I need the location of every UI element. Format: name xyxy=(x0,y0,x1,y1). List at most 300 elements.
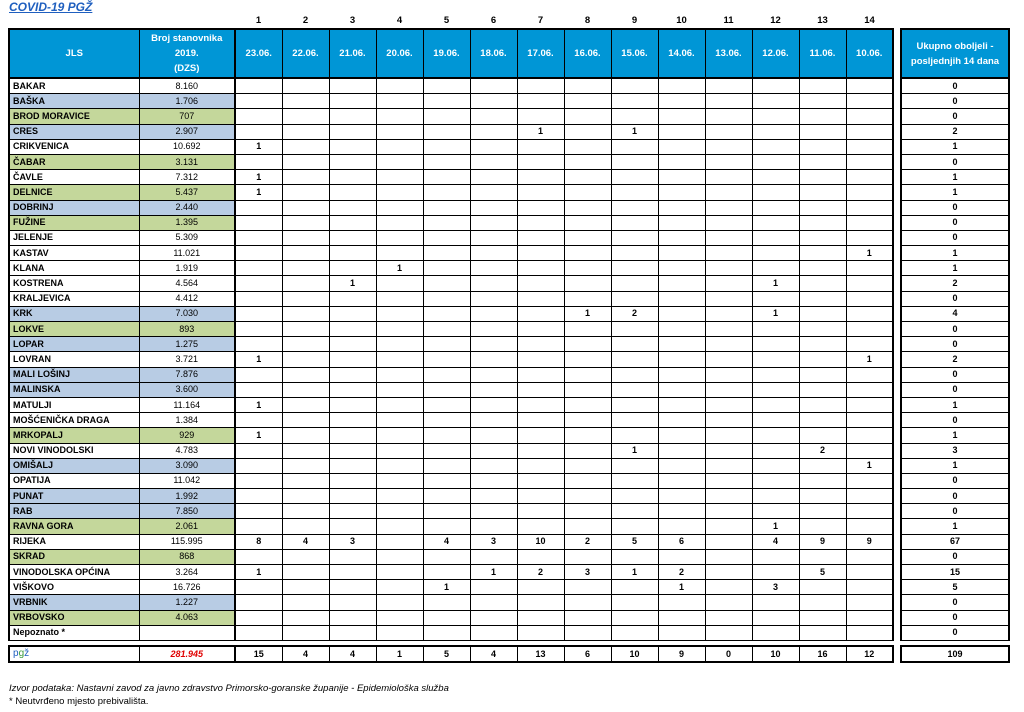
daily-cases-cell xyxy=(564,139,611,154)
daily-cases-cell xyxy=(658,78,705,94)
municipality-name: RAVNA GORA xyxy=(9,519,139,534)
daily-cases-cell xyxy=(799,246,846,261)
daily-cases-cell: 1 xyxy=(235,352,282,367)
daily-cases-cell xyxy=(329,458,376,473)
daily-cases-cell xyxy=(564,170,611,185)
daily-cases-cell xyxy=(282,109,329,124)
table-row xyxy=(9,367,1009,382)
daily-total-cell: 10 xyxy=(752,646,799,662)
daily-cases-cell xyxy=(470,458,517,473)
daily-cases-cell: 9 xyxy=(799,534,846,549)
daily-cases-cell xyxy=(752,94,799,109)
daily-cases-cell xyxy=(235,124,282,139)
column-number: 14 xyxy=(864,15,875,26)
daily-cases-cell xyxy=(705,549,752,564)
daily-cases-cell xyxy=(470,489,517,504)
daily-cases-cell xyxy=(517,413,564,428)
table-row xyxy=(9,428,1009,443)
table-row xyxy=(9,94,1009,109)
daily-cases-cell xyxy=(564,230,611,245)
daily-cases-cell xyxy=(470,230,517,245)
daily-cases-cell xyxy=(752,215,799,230)
daily-cases-cell xyxy=(376,94,423,109)
daily-cases-cell xyxy=(423,565,470,580)
daily-cases-cell xyxy=(611,595,658,610)
daily-cases-cell xyxy=(705,337,752,352)
table-row xyxy=(9,109,1009,124)
daily-cases-cell xyxy=(423,94,470,109)
daily-cases-cell xyxy=(376,306,423,321)
daily-cases-cell xyxy=(376,413,423,428)
table-row xyxy=(9,397,1009,412)
daily-cases-cell xyxy=(752,610,799,625)
daily-cases-cell xyxy=(846,595,893,610)
table-row xyxy=(9,276,1009,291)
daily-cases-cell xyxy=(423,261,470,276)
daily-cases-cell xyxy=(658,124,705,139)
population-value: 1.275 xyxy=(139,337,235,352)
daily-cases-cell xyxy=(517,185,564,200)
daily-cases-cell: 1 xyxy=(329,276,376,291)
daily-cases-cell: 1 xyxy=(752,276,799,291)
header-date: 12.06. xyxy=(752,29,799,78)
daily-cases-cell xyxy=(470,124,517,139)
table-row xyxy=(9,504,1009,519)
population-value: 10.692 xyxy=(139,139,235,154)
daily-cases-cell xyxy=(423,428,470,443)
daily-cases-cell xyxy=(329,337,376,352)
daily-cases-cell xyxy=(658,139,705,154)
daily-cases-cell xyxy=(846,397,893,412)
daily-cases-cell xyxy=(517,595,564,610)
daily-cases-cell xyxy=(470,78,517,94)
daily-cases-cell xyxy=(517,246,564,261)
daily-cases-cell xyxy=(329,610,376,625)
daily-cases-cell xyxy=(846,170,893,185)
daily-cases-cell xyxy=(564,276,611,291)
total-14-days-cell: 1 xyxy=(901,458,1009,473)
daily-cases-cell xyxy=(282,610,329,625)
daily-cases-cell xyxy=(846,291,893,306)
daily-cases-cell xyxy=(611,78,658,94)
population-value: 7.312 xyxy=(139,170,235,185)
table-row xyxy=(9,352,1009,367)
table-row xyxy=(9,230,1009,245)
daily-cases-cell xyxy=(470,200,517,215)
municipality-name: MATULJI xyxy=(9,397,139,412)
daily-cases-cell xyxy=(564,610,611,625)
daily-cases-cell xyxy=(564,489,611,504)
daily-cases-cell xyxy=(235,473,282,488)
daily-cases-cell xyxy=(799,382,846,397)
total-14-days-cell: 1 xyxy=(901,519,1009,534)
daily-cases-cell xyxy=(846,382,893,397)
population-value: 11.021 xyxy=(139,246,235,261)
daily-cases-cell xyxy=(658,291,705,306)
daily-cases-cell xyxy=(235,595,282,610)
daily-cases-cell xyxy=(752,291,799,306)
header-date: 20.06. xyxy=(376,29,423,78)
daily-cases-cell xyxy=(282,367,329,382)
daily-cases-cell xyxy=(282,230,329,245)
daily-cases-cell xyxy=(376,337,423,352)
header-date: 10.06. xyxy=(846,29,893,78)
daily-cases-cell xyxy=(705,610,752,625)
daily-cases-cell xyxy=(423,322,470,337)
daily-cases-cell xyxy=(376,246,423,261)
daily-cases-cell xyxy=(705,109,752,124)
daily-cases-cell xyxy=(611,610,658,625)
population-value: 7.876 xyxy=(139,367,235,382)
daily-cases-cell xyxy=(423,443,470,458)
daily-cases-cell: 1 xyxy=(470,565,517,580)
daily-cases-cell xyxy=(423,413,470,428)
daily-cases-cell xyxy=(799,337,846,352)
total-14-days-cell: 67 xyxy=(901,534,1009,549)
daily-cases-cell xyxy=(235,109,282,124)
daily-cases-cell xyxy=(658,170,705,185)
header-date: 17.06. xyxy=(517,29,564,78)
daily-cases-cell xyxy=(423,519,470,534)
daily-cases-cell xyxy=(752,625,799,640)
daily-cases-cell xyxy=(705,261,752,276)
pgz-logo-z: ž xyxy=(24,648,30,660)
population-value: 707 xyxy=(139,109,235,124)
daily-cases-cell: 4 xyxy=(423,534,470,549)
population-value: 893 xyxy=(139,322,235,337)
daily-cases-cell xyxy=(329,78,376,94)
daily-cases-cell xyxy=(658,154,705,169)
daily-cases-cell xyxy=(329,504,376,519)
table-row xyxy=(9,124,1009,139)
daily-cases-cell: 8 xyxy=(235,534,282,549)
daily-cases-cell xyxy=(329,367,376,382)
municipality-name: ČAVLE xyxy=(9,170,139,185)
column-number: 11 xyxy=(723,15,734,26)
daily-cases-cell xyxy=(658,549,705,564)
daily-cases-cell xyxy=(517,473,564,488)
total-14-days-cell: 0 xyxy=(901,595,1009,610)
daily-cases-cell xyxy=(517,109,564,124)
daily-cases-cell: 1 xyxy=(752,519,799,534)
daily-cases-cell xyxy=(752,139,799,154)
daily-cases-cell xyxy=(564,337,611,352)
daily-cases-cell xyxy=(611,246,658,261)
daily-cases-cell xyxy=(282,473,329,488)
table-row xyxy=(9,261,1009,276)
page-title: COVID-19 PGŽ xyxy=(9,0,93,14)
daily-cases-cell xyxy=(799,94,846,109)
daily-cases-cell xyxy=(564,261,611,276)
daily-cases-cell xyxy=(752,489,799,504)
daily-cases-cell xyxy=(846,473,893,488)
municipality-name: OMIŠALJ xyxy=(9,458,139,473)
daily-cases-cell xyxy=(282,352,329,367)
daily-total-cell: 5 xyxy=(423,646,470,662)
total-14-days-cell: 2 xyxy=(901,352,1009,367)
daily-cases-cell xyxy=(282,261,329,276)
daily-cases-cell xyxy=(705,306,752,321)
daily-cases-cell xyxy=(329,443,376,458)
municipality-name: OPATIJA xyxy=(9,473,139,488)
population-value: 4.783 xyxy=(139,443,235,458)
daily-cases-cell xyxy=(470,473,517,488)
daily-cases-cell xyxy=(376,382,423,397)
daily-cases-cell xyxy=(752,565,799,580)
daily-cases-cell xyxy=(423,352,470,367)
daily-cases-cell xyxy=(235,458,282,473)
daily-cases-cell xyxy=(658,504,705,519)
municipality-name: LOVRAN xyxy=(9,352,139,367)
population-value: 868 xyxy=(139,549,235,564)
daily-cases-cell xyxy=(470,139,517,154)
daily-cases-cell xyxy=(470,352,517,367)
daily-cases-cell xyxy=(376,322,423,337)
daily-cases-cell xyxy=(705,200,752,215)
total-14-days-cell: 1 xyxy=(901,397,1009,412)
municipality-name: DOBRINJ xyxy=(9,200,139,215)
daily-cases-cell xyxy=(423,215,470,230)
population-value: 1.706 xyxy=(139,94,235,109)
daily-cases-cell xyxy=(423,504,470,519)
population-value: 929 xyxy=(139,428,235,443)
daily-cases-cell xyxy=(611,291,658,306)
daily-cases-cell xyxy=(658,473,705,488)
daily-cases-cell xyxy=(752,428,799,443)
column-number: 3 xyxy=(349,15,356,26)
daily-cases-cell xyxy=(611,109,658,124)
daily-cases-cell xyxy=(282,565,329,580)
table-row xyxy=(9,215,1009,230)
daily-cases-cell xyxy=(423,549,470,564)
daily-cases-cell xyxy=(376,565,423,580)
daily-cases-cell xyxy=(799,367,846,382)
daily-cases-cell xyxy=(658,367,705,382)
daily-cases-cell: 1 xyxy=(235,170,282,185)
daily-cases-cell xyxy=(470,306,517,321)
daily-cases-cell xyxy=(517,230,564,245)
daily-cases-cell xyxy=(752,170,799,185)
daily-cases-cell xyxy=(235,306,282,321)
daily-cases-cell xyxy=(517,291,564,306)
daily-cases-cell xyxy=(329,170,376,185)
daily-cases-cell xyxy=(423,276,470,291)
daily-cases-cell xyxy=(423,185,470,200)
population-value: 3.131 xyxy=(139,154,235,169)
daily-cases-cell xyxy=(705,291,752,306)
daily-cases-cell xyxy=(658,230,705,245)
daily-cases-cell xyxy=(705,413,752,428)
daily-cases-cell xyxy=(282,504,329,519)
municipality-name: ČABAR xyxy=(9,154,139,169)
daily-cases-cell: 1 xyxy=(752,306,799,321)
daily-cases-cell xyxy=(564,367,611,382)
daily-cases-cell xyxy=(329,397,376,412)
daily-cases-cell xyxy=(658,352,705,367)
daily-cases-cell xyxy=(376,124,423,139)
daily-cases-cell xyxy=(705,382,752,397)
header-total-line1: Ukupno oboljeli - xyxy=(916,40,994,52)
population-value: 115.995 xyxy=(139,534,235,549)
daily-cases-cell xyxy=(799,625,846,640)
daily-cases-cell: 1 xyxy=(235,428,282,443)
column-number: 8 xyxy=(584,15,591,26)
total-14-days-cell: 5 xyxy=(901,580,1009,595)
daily-cases-cell xyxy=(564,397,611,412)
table-row xyxy=(9,139,1009,154)
municipality-name: KRK xyxy=(9,306,139,321)
grand-total-cell: 109 xyxy=(901,646,1009,662)
daily-cases-cell xyxy=(752,185,799,200)
population-value: 11.042 xyxy=(139,473,235,488)
daily-cases-cell xyxy=(517,580,564,595)
total-14-days-cell: 0 xyxy=(901,367,1009,382)
daily-cases-cell xyxy=(564,428,611,443)
daily-total-cell: 4 xyxy=(282,646,329,662)
daily-cases-cell xyxy=(423,367,470,382)
municipality-name: BROD MORAVICE xyxy=(9,109,139,124)
daily-cases-cell xyxy=(564,519,611,534)
total-14-days-cell: 0 xyxy=(901,549,1009,564)
daily-cases-cell xyxy=(752,230,799,245)
daily-cases-cell xyxy=(423,291,470,306)
daily-cases-cell xyxy=(423,397,470,412)
daily-cases-cell xyxy=(611,367,658,382)
daily-cases-cell xyxy=(282,78,329,94)
daily-cases-cell xyxy=(423,489,470,504)
table-row xyxy=(9,200,1009,215)
daily-cases-cell xyxy=(282,170,329,185)
daily-cases-cell xyxy=(517,428,564,443)
daily-cases-cell xyxy=(611,261,658,276)
daily-cases-cell xyxy=(705,443,752,458)
table-row xyxy=(9,382,1009,397)
daily-cases-cell xyxy=(282,246,329,261)
daily-cases-cell xyxy=(705,580,752,595)
daily-cases-cell xyxy=(235,625,282,640)
population-value: 11.164 xyxy=(139,397,235,412)
daily-cases-cell xyxy=(517,139,564,154)
daily-cases-cell xyxy=(517,397,564,412)
daily-cases-cell xyxy=(423,230,470,245)
daily-cases-cell xyxy=(705,215,752,230)
daily-cases-cell xyxy=(517,154,564,169)
daily-cases-cell xyxy=(423,382,470,397)
daily-cases-cell xyxy=(329,382,376,397)
table-row xyxy=(9,306,1009,321)
population-value: 16.726 xyxy=(139,580,235,595)
daily-cases-cell xyxy=(846,443,893,458)
daily-cases-cell xyxy=(799,504,846,519)
daily-cases-cell xyxy=(799,580,846,595)
daily-cases-cell xyxy=(470,413,517,428)
daily-cases-cell xyxy=(705,367,752,382)
daily-cases-cell xyxy=(752,322,799,337)
daily-cases-cell xyxy=(705,170,752,185)
daily-cases-cell xyxy=(470,337,517,352)
daily-cases-cell xyxy=(846,413,893,428)
daily-cases-cell xyxy=(705,94,752,109)
daily-cases-cell xyxy=(658,185,705,200)
daily-cases-cell xyxy=(752,78,799,94)
daily-cases-cell xyxy=(705,352,752,367)
daily-cases-cell xyxy=(564,458,611,473)
daily-cases-cell xyxy=(799,170,846,185)
daily-cases-cell xyxy=(846,154,893,169)
daily-cases-cell xyxy=(517,78,564,94)
municipality-name: BAŠKA xyxy=(9,94,139,109)
daily-cases-cell xyxy=(282,306,329,321)
daily-cases-cell xyxy=(564,291,611,306)
daily-cases-cell xyxy=(611,473,658,488)
daily-cases-cell xyxy=(564,322,611,337)
municipality-name: KRALJEVICA xyxy=(9,291,139,306)
daily-cases-cell xyxy=(235,246,282,261)
table-row xyxy=(9,185,1009,200)
daily-cases-cell xyxy=(846,580,893,595)
daily-cases-cell: 4 xyxy=(752,534,799,549)
daily-total-cell: 12 xyxy=(846,646,893,662)
population-value: 3.264 xyxy=(139,565,235,580)
daily-cases-cell xyxy=(799,397,846,412)
table-row xyxy=(9,473,1009,488)
daily-cases-cell xyxy=(470,443,517,458)
population-value: 2.907 xyxy=(139,124,235,139)
daily-cases-cell xyxy=(658,443,705,458)
daily-total-cell: 4 xyxy=(329,646,376,662)
daily-cases-cell xyxy=(846,124,893,139)
table-row xyxy=(9,489,1009,504)
daily-cases-cell xyxy=(705,519,752,534)
table-row xyxy=(9,78,1009,94)
header-date: 13.06. xyxy=(705,29,752,78)
daily-cases-cell xyxy=(282,322,329,337)
daily-cases-cell: 1 xyxy=(611,565,658,580)
daily-cases-cell xyxy=(235,276,282,291)
daily-cases-cell xyxy=(705,489,752,504)
column-number: 6 xyxy=(490,15,497,26)
daily-cases-cell xyxy=(752,443,799,458)
daily-cases-cell xyxy=(846,428,893,443)
daily-cases-cell xyxy=(329,291,376,306)
table-row xyxy=(9,549,1009,564)
daily-cases-cell xyxy=(517,215,564,230)
daily-cases-cell xyxy=(799,413,846,428)
daily-cases-cell xyxy=(282,625,329,640)
daily-cases-cell xyxy=(329,549,376,564)
daily-cases-cell xyxy=(564,246,611,261)
footnote: * Neutvrđeno mjesto prebivališta. xyxy=(9,696,149,707)
total-14-days-cell: 0 xyxy=(901,200,1009,215)
table-row xyxy=(9,580,1009,595)
daily-cases-cell: 1 xyxy=(611,443,658,458)
municipality-name: VRBNIK xyxy=(9,595,139,610)
table-row xyxy=(9,443,1009,458)
daily-cases-cell xyxy=(752,109,799,124)
total-14-days-cell: 4 xyxy=(901,306,1009,321)
daily-cases-cell xyxy=(799,261,846,276)
daily-cases-cell xyxy=(329,352,376,367)
daily-cases-cell xyxy=(282,337,329,352)
daily-cases-cell xyxy=(564,382,611,397)
total-14-days-cell: 0 xyxy=(901,489,1009,504)
daily-cases-cell xyxy=(423,200,470,215)
daily-cases-cell xyxy=(705,458,752,473)
total-14-days-cell: 0 xyxy=(901,413,1009,428)
daily-cases-cell xyxy=(376,428,423,443)
daily-cases-cell xyxy=(282,428,329,443)
column-number: 12 xyxy=(770,15,781,26)
